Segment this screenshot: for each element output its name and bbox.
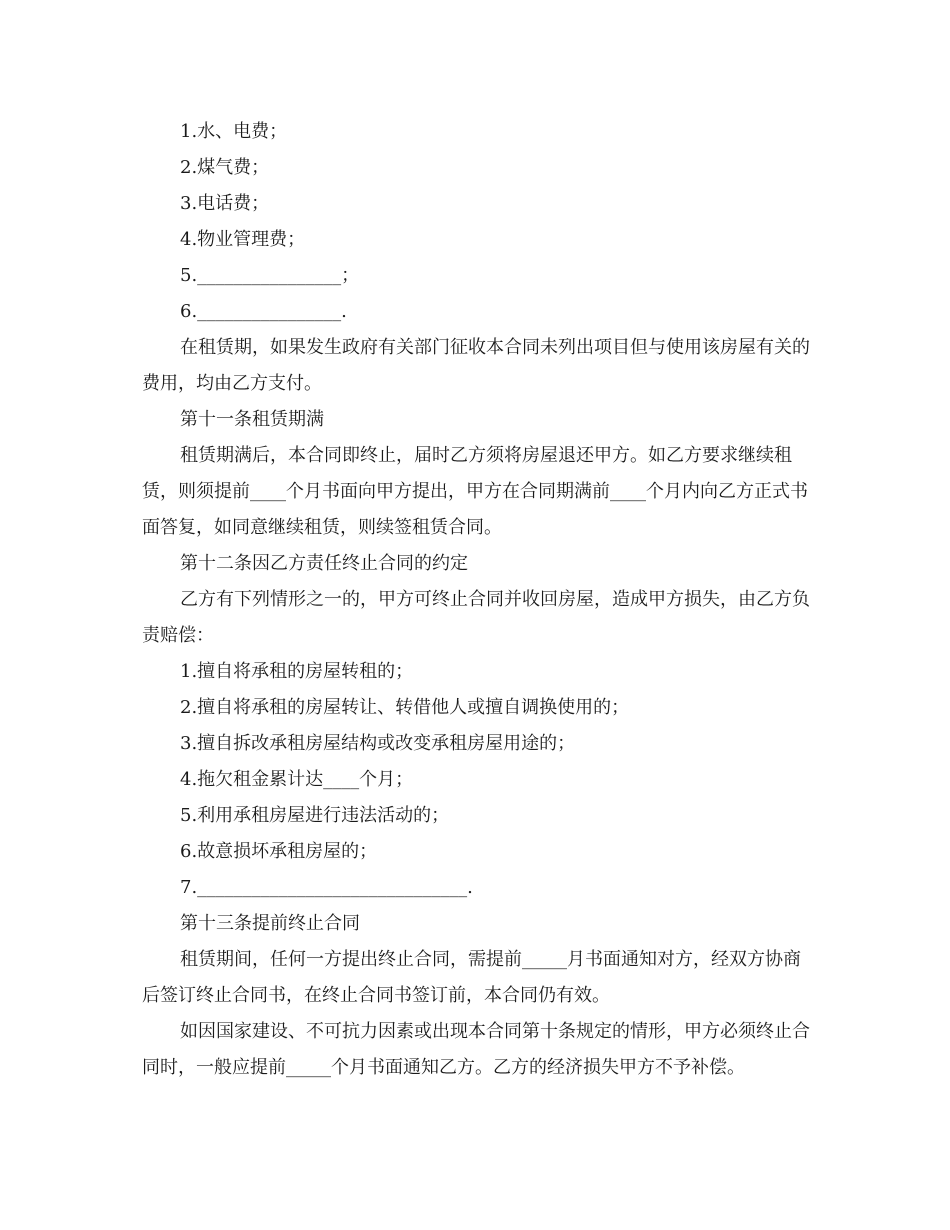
fee-item-telephone: 3.电话费； bbox=[180, 193, 270, 214]
article-12-item-7: 7.______________________________. bbox=[180, 877, 473, 898]
article-11-body: 租赁期满后，本合同即终止，届时乙方须将房屋退还甲方。如乙方要求继续租赁，则须提前____个月书面向甲方提出，甲方在合同期满前____个月内向乙方正式书面答复，如同意继续租赁，则续签租赁合同。 bbox=[142, 445, 808, 538]
article-12-intro: 乙方有下列情形之一的，甲方可终止合同并收回房屋，造成甲方损失，由乙方负责赔偿： bbox=[142, 589, 810, 646]
fee-item-water-electricity: 1.水、电费； bbox=[180, 121, 288, 142]
article-13-heading: 第十三条提前终止合同 bbox=[180, 913, 360, 934]
article-12-heading: 第十二条因乙方责任终止合同的约定 bbox=[180, 553, 468, 574]
article-12-item-4: 4.拖欠租金累计达____个月； bbox=[180, 769, 414, 790]
article-13-body-2: 如因国家建设、不可抗力因素或出现本合同第十条规定的情形，甲方必须终止合同时，一般应提前_____个月书面通知乙方。乙方的经济损失甲方不予补偿。 bbox=[142, 1021, 810, 1078]
article-12-item-5: 5.利用承租房屋进行违法活动的； bbox=[180, 805, 450, 826]
article-12-item-3: 3.擅自拆改承租房屋结构或改变承租房屋用途的； bbox=[180, 733, 576, 754]
article-11-heading: 第十一条租赁期满 bbox=[180, 409, 324, 430]
article-12-item-2: 2.擅自将承租的房屋转让、转借他人或擅自调换使用的； bbox=[180, 697, 630, 718]
document-body bbox=[142, 114, 812, 1086]
fee-paragraph: 在租赁期，如果发生政府有关部门征收本合同未列出项目但与使用该房屋有关的费用，均由乙方支付。 bbox=[142, 337, 810, 394]
article-12-item-6: 6.故意损坏承租房屋的； bbox=[180, 841, 378, 862]
fee-item-blank-5: 5.________________； bbox=[180, 265, 360, 286]
article-12-item-1: 1.擅自将承租的房屋转租的； bbox=[180, 661, 414, 682]
fee-item-blank-6: 6.________________. bbox=[180, 301, 347, 322]
fee-item-property-management: 4.物业管理费； bbox=[180, 229, 306, 250]
article-13-body-1: 租赁期间，任何一方提出终止合同，需提前_____月书面通知对方，经双方协商后签订终止合同书，在终止合同书签订前，本合同仍有效。 bbox=[142, 949, 801, 1006]
fee-item-gas: 2.煤气费； bbox=[180, 157, 270, 178]
